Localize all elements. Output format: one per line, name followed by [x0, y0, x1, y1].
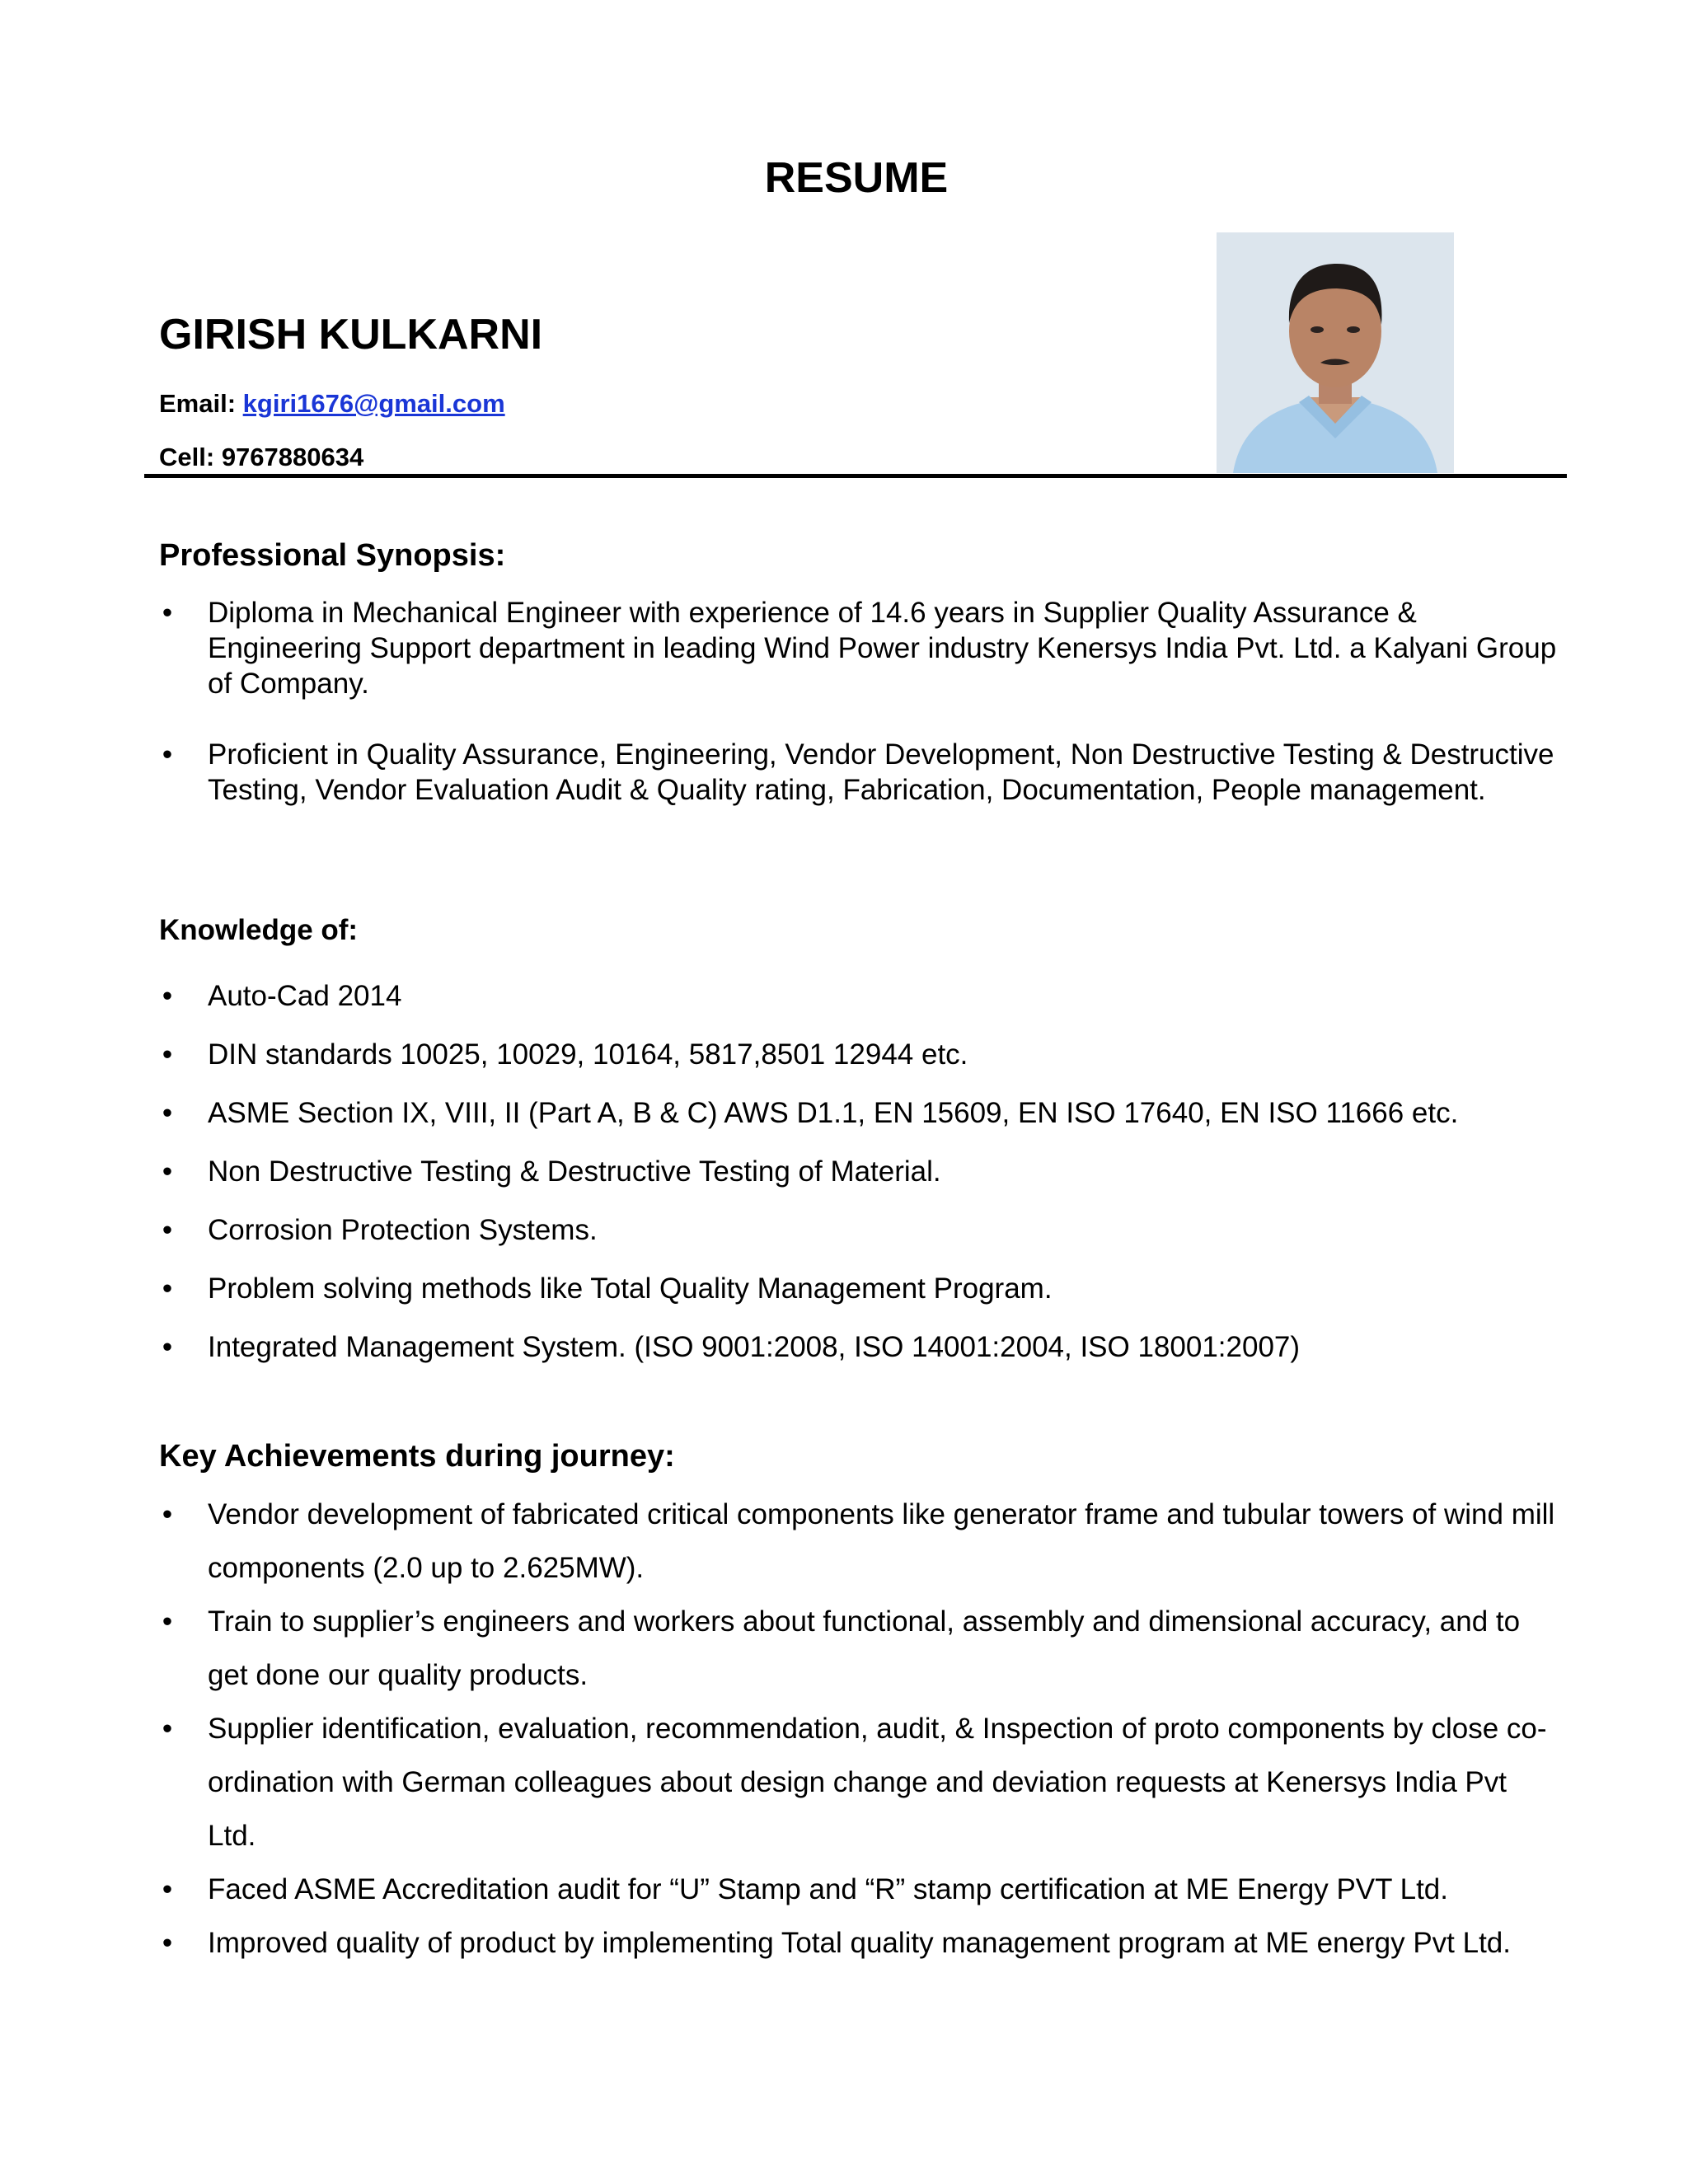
profile-photo-graphic	[1217, 232, 1454, 473]
achievement-item-text: Faced ASME Accreditation audit for “U” Stamp and “R” stamp certification at ME Energy PVT Ltd.	[208, 1873, 1448, 1905]
bullet-icon: •	[162, 1097, 173, 1129]
cell-line	[159, 441, 363, 474]
knowledge-item	[159, 1271, 1560, 1306]
knowledge-item	[159, 1037, 1560, 1072]
bullet-icon: •	[162, 597, 173, 629]
knowledge-item	[159, 978, 1560, 1014]
synopsis-item	[159, 595, 1560, 701]
achievement-item	[159, 1916, 1560, 1970]
bullet-icon: •	[162, 738, 173, 771]
bullet-icon: •	[162, 1873, 173, 1905]
bullet-icon: •	[162, 1214, 173, 1246]
achievement-item-text: Supplier identification, evaluation, recommendation, audit, & Inspection of proto components by close co-ordination with German colleagues about design change and deviation requests at Kenersys India Pvt Ltd.	[208, 1713, 1547, 1852]
knowledge-list	[159, 978, 1560, 1388]
bullet-icon: •	[162, 1038, 173, 1071]
knowledge-item	[159, 1154, 1560, 1189]
knowledge-item-text: ASME Section IX, VIII, II (Part A, B & C) AWS D1.1, EN 15609, EN ISO 17640, EN ISO 11666 etc.	[208, 1097, 1459, 1129]
knowledge-item-text: Corrosion Protection Systems.	[208, 1214, 598, 1246]
achievement-item	[159, 1863, 1560, 1916]
achievement-item	[159, 1488, 1560, 1595]
synopsis-item	[159, 737, 1560, 808]
knowledge-item	[159, 1212, 1560, 1248]
knowledge-item-text: DIN standards 10025, 10029, 10164, 5817,8501 12944 etc.	[208, 1038, 968, 1071]
synopsis-item-text: Diploma in Mechanical Engineer with experience of 14.6 years in Supplier Quality Assurance & Engineering Support department in leading Wind Power industry Kenersys India Pvt. Ltd. a Kalyani Group of Company.	[208, 597, 1557, 700]
cell-number: 9767880634	[221, 443, 364, 471]
profile-photo	[1217, 232, 1454, 473]
achievement-item-text: Improved quality of product by implementing Total quality management program at ME energy Pvt Ltd.	[208, 1927, 1511, 1959]
email-line	[159, 387, 505, 420]
knowledge-item-text: Integrated Management System. (ISO 9001:2008, ISO 14001:2004, ISO 18001:2007)	[208, 1331, 1301, 1363]
knowledge-item	[159, 1095, 1560, 1131]
bullet-icon: •	[162, 1605, 173, 1638]
resume-title: RESUME	[764, 154, 949, 202]
achievement-item-text: Train to supplier’s engineers and workers about functional, assembly and dimensional accuracy, and to get done our quality products.	[208, 1605, 1521, 1691]
achievement-item-text: Vendor development of fabricated critical components like generator frame and tubular towers of wind mill components (2.0 up to 2.625MW).	[208, 1498, 1555, 1584]
synopsis-heading: Professional Synopsis:	[159, 538, 506, 573]
bullet-icon: •	[162, 1155, 173, 1188]
header-divider	[144, 474, 1567, 478]
bullet-icon: •	[162, 1331, 173, 1363]
email-link[interactable]: kgiri1676@gmail.com	[242, 389, 505, 418]
synopsis-list	[159, 595, 1560, 843]
bullet-icon: •	[162, 1713, 173, 1745]
achievement-item	[159, 1702, 1560, 1863]
achievement-item	[159, 1595, 1560, 1702]
bullet-icon: •	[162, 980, 173, 1012]
bullet-icon: •	[162, 1927, 173, 1959]
knowledge-heading: Knowledge of:	[159, 914, 359, 946]
bullet-icon: •	[162, 1272, 173, 1305]
cell-label: Cell:	[159, 443, 215, 471]
knowledge-item-text: Problem solving methods like Total Quality Management Program.	[208, 1272, 1053, 1305]
bullet-icon: •	[162, 1498, 173, 1530]
knowledge-item-text: Auto-Cad 2014	[208, 980, 402, 1012]
knowledge-item-text: Non Destructive Testing & Destructive Testing of Material.	[208, 1155, 941, 1188]
achievements-heading: Key Achievements during journey:	[159, 1439, 675, 1474]
knowledge-item	[159, 1329, 1560, 1365]
candidate-name: GIRISH KULKARNI	[159, 311, 543, 359]
email-label: Email:	[159, 389, 237, 418]
achievements-list	[159, 1488, 1560, 1970]
synopsis-item-text: Proficient in Quality Assurance, Engineering, Vendor Development, Non Destructive Testing & Destructive Testing, Vendor Evaluation Audit & Quality rating, Fabrication, Documentation, People management.	[208, 738, 1554, 806]
